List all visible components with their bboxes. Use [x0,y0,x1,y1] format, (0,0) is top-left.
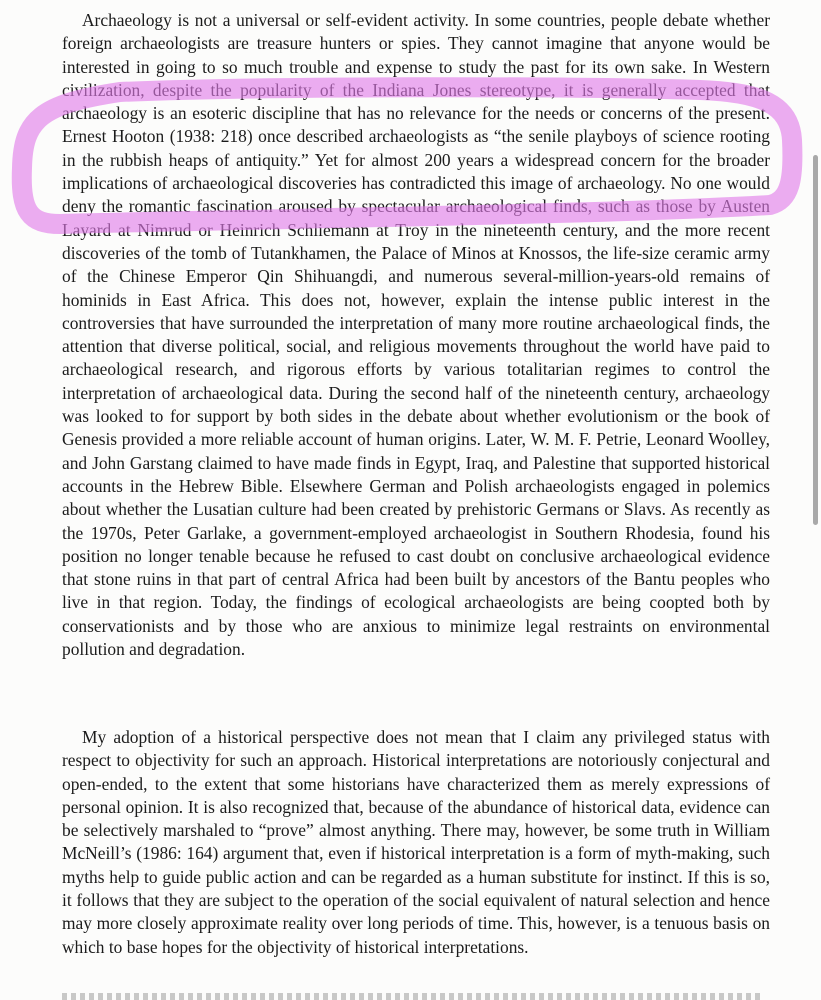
scrollbar[interactable] [813,155,818,525]
cut-off-next-line [62,993,770,1000]
cut-off-text-fragment [62,993,764,1000]
paragraph-1: Archaeology is not a universal or self-evident activity. In some countries, people debate whether foreign archaeologists are treasure hunters or spies. They cannot imagine that anyone would be interested in going to so much trouble and expense to study the past for its own sake. In Western civilization, despite the popularity of the Indiana Jones stereotype, it is generally accepted that archaeology is an esoteric discipline that has no relevance for the needs or concerns of the present. Ernest Hooton (1938: 218) once described archaeologists as “the senile playboys of science rooting in the rubbish heaps of antiquity.” Yet for almost 200 years a widespread concern for the broader implications of archaeological discoveries has contradicted this image of archaeology. No one would deny the romantic fascination aroused by spectacular archaeological finds, such as those by Austen Layard at Nimrud or Heinrich Schliemann at Troy in the nineteenth century, and the more recent discoveries of the tomb of Tutankhamen, the Palace of Minos at Knossos, the life-size ceramic army of the Chinese Emperor Qin Shihuangdi, and numerous several-million-years-old remains of hominids in East Africa. This does not, however, explain the intense public interest in the controversies that have surrounded the interpretation of many more routine archaeological finds, the attention that diverse political, social, and religious movements throughout the world have paid to archaeological research, and rigorous efforts by various totalitarian regimes to control the interpretation of archaeological data. During the second half of the nineteenth century, archaeology was looked to for support by both sides in the debate about whether evolutionism or the book of Genesis provided a more reliable account of human origins. Later, W. M. F. Petrie, Leonard Woolley, and John Garstang claimed to have made finds in Egypt, Iraq, and Palestine that supported historical accounts in the Hebrew Bible. Elsewhere German and Polish archaeologists engaged in polemics about whether the Lusatian culture had been created by prehistoric Germans or Slavs. As recently as the 1970s, Peter Garlake, a government-employed archaeologist in Southern Rhodesia, found his position no longer tenable because he refused to cast doubt on conclusive archaeological evidence that stone ruins in that part of central Africa had been built by ancestors of the Bantu peoples who live in that region. Today, the findings of ecological archaeologists are being coopted both by conservationists and by those who are anxious to minimize legal restraints on environmental pollution and degradation. [62,10,770,660]
paragraph-2: My adoption of a historical perspective does not mean that I claim any privileged status with respect to objectivity for such an approach. Historical interpretations are notoriously conjectural and open-ended, to the extent that some historians have characterized them as merely expressions of personal opinion. It is also recognized that, because of the abundance of historical data, evidence can be selectively marshaled to “prove” almost anything. There may, however, be some truth in William McNeill’s (1986: 164) argument that, even if historical interpretation is a form of myth-making, such myths help to guide public action and can be regarded as a human substitute for instinct. If this is so, it follows that they are subject to the operation of the social equivalent of natural selection and hence may more closely approximate reality over long periods of time. This, however, is a tenuous basis on which to base hopes for the objectivity of historical interpretations. [62,727,770,957]
